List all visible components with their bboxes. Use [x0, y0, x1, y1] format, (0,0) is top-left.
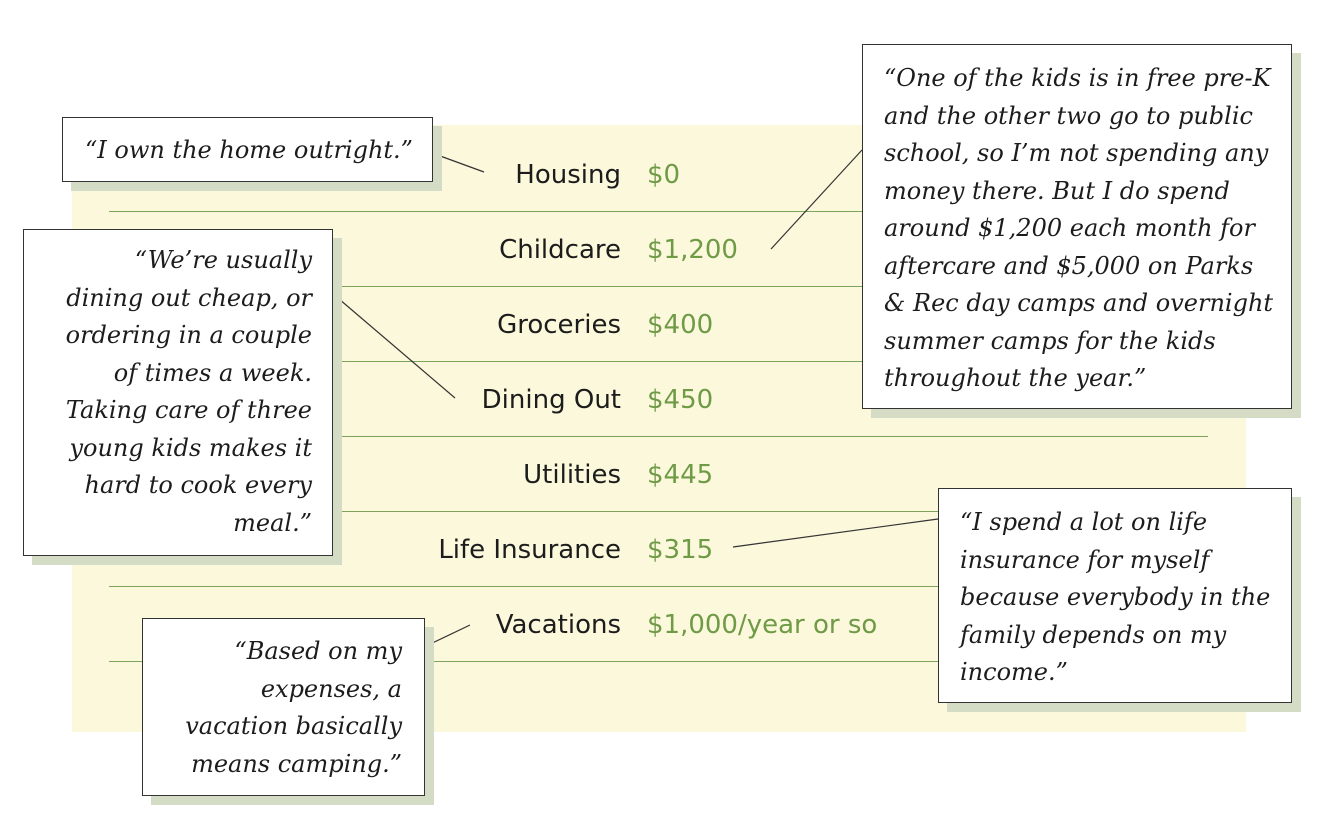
housing-label: Housing	[515, 160, 621, 190]
housing-value: $0	[647, 160, 681, 190]
life-insurance-label: Life Insurance	[438, 535, 621, 565]
life-insurance-value: $315	[647, 535, 714, 565]
childcare-connector	[771, 150, 862, 249]
housing-quote: “I own the home outright.”	[62, 117, 433, 182]
insurance-quote: “I spend a lot on life insurance for myself because everybody in the family depends on my income.”	[938, 488, 1292, 703]
dining-out-value: $450	[647, 385, 714, 415]
vacations-value: $1,000/year or so	[647, 610, 878, 640]
housing-connector	[432, 153, 484, 172]
childcare-quote: “One of the kids is in free pre-K and the other two go to public school, so I’m not spending any money there. But I do spend around $1,200 each month for aftercare and $5,000 on Parks & Rec day camps and overnight summer camps for the kids throughout the year.”	[862, 44, 1292, 409]
utilities-value: $445	[647, 460, 714, 490]
childcare-value: $1,200	[647, 235, 738, 265]
vacations-label: Vacations	[495, 610, 621, 640]
vacations-quote: “Based on my expenses, a vacation basically means camping.”	[142, 618, 425, 796]
vacations-connector	[424, 625, 470, 647]
groceries-label: Groceries	[497, 310, 621, 340]
utilities-label: Utilities	[523, 460, 621, 490]
childcare-label: Childcare	[499, 235, 621, 265]
dining-quote: “We’re usually dining out cheap, or ordering in a couple of times a week. Taking care of three young kids makes it hard to cook every meal.”	[23, 229, 333, 556]
dining-out-label: Dining Out	[481, 385, 621, 415]
dining-connector	[332, 293, 455, 398]
insurance-connector	[733, 519, 938, 547]
groceries-value: $400	[647, 310, 714, 340]
